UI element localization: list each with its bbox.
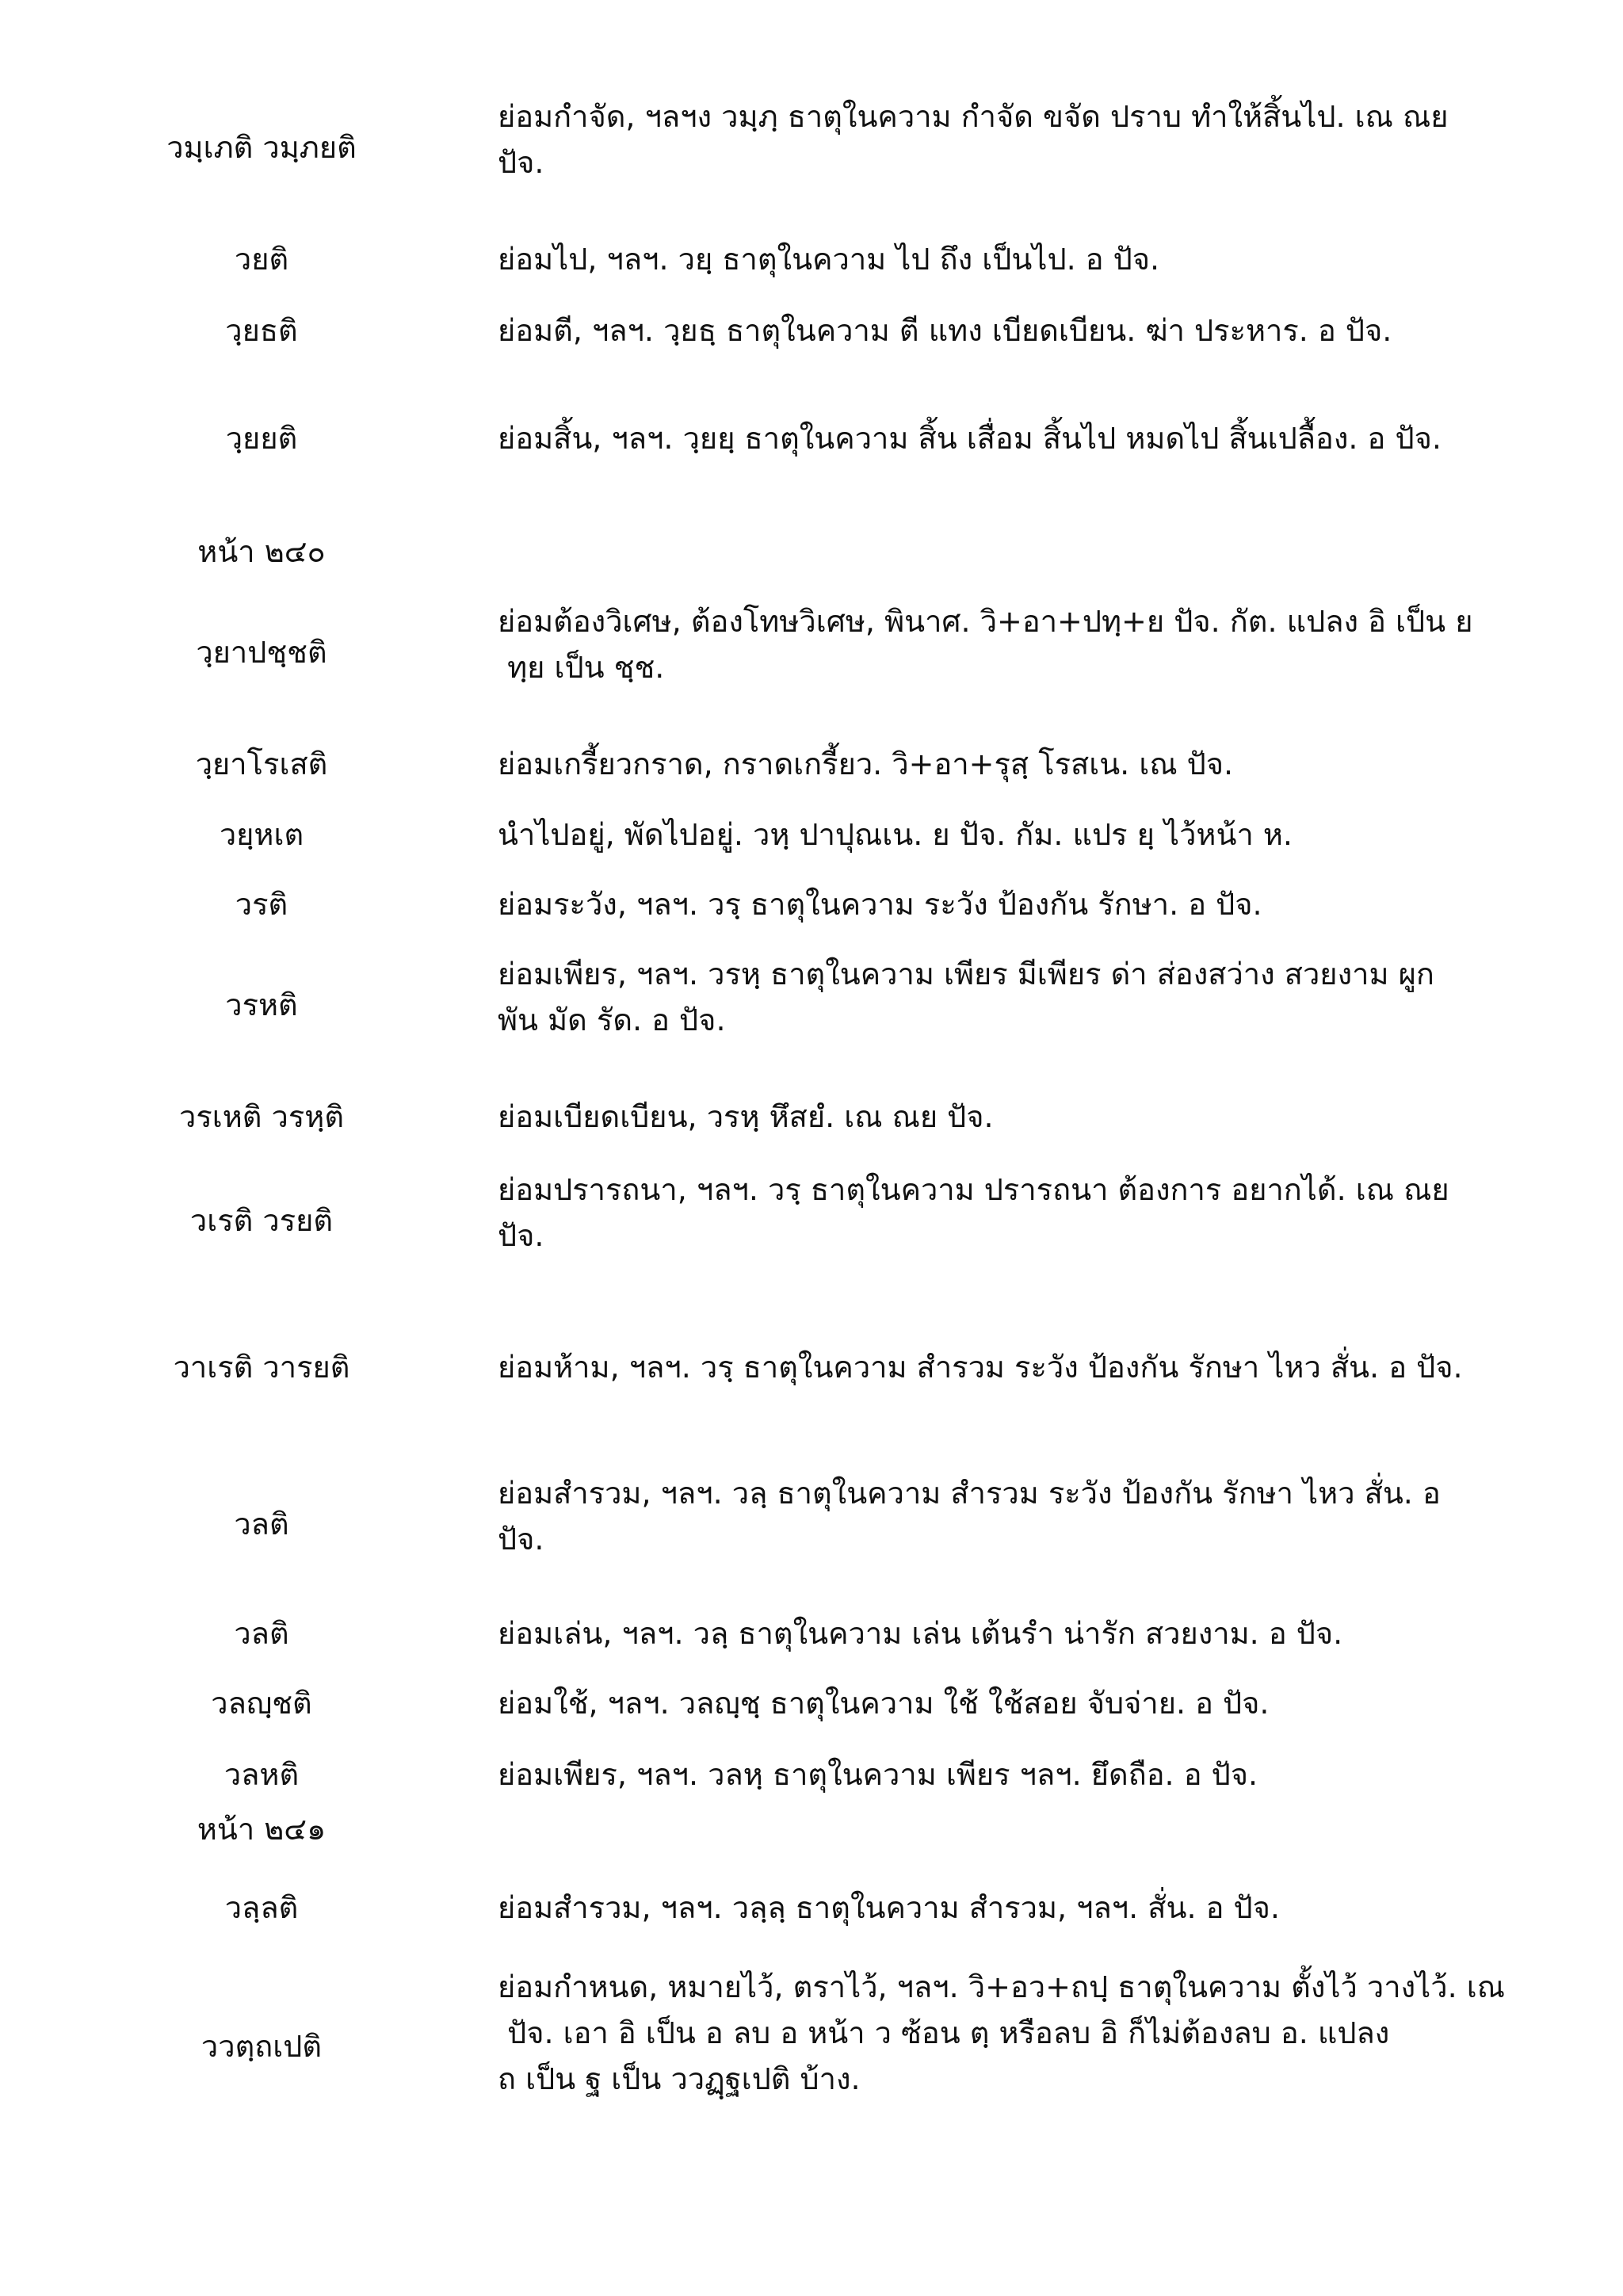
entry-term: วลฺลติ	[224, 1890, 299, 1925]
entry-term: วรติ	[235, 887, 288, 922]
entry-term: วยติ	[234, 242, 289, 277]
entry-term: วฺยาปชฺชติ	[196, 635, 327, 670]
entry-definition: ย่อมใช้, ฯลฯ. วลญฺชฺ ธาตุในความ ใช้ ใช้สอย จับจ่าย. อ ปัจ.	[498, 1686, 1270, 1721]
entry-term: วฺยาโรเสติ	[195, 747, 328, 781]
entry-definition: ย่อมห้าม, ฯลฯ. วรฺ ธาตุในความ สำรวม ระวัง ป้องกัน รักษา ไหว สั่น. อ ปัจ.	[498, 1350, 1463, 1385]
entry-definition: ย่อมกำจัด, ฯลฯง วมฺภฺ ธาตุในความ กำจัด ขจัด ปราบ ทำให้สิ้นไป. เณ ณย ปัจ.	[498, 99, 1449, 180]
entry-definition: ย่อมไป, ฯลฯ. วยฺ ธาตุในความ ไป ถึง เป็นไป. อ ปัจ.	[498, 242, 1160, 277]
entry-definition: ย่อมเพียร, ฯลฯ. วลหฺ ธาตุในความ เพียร ฯลฯ. ยึดถือ. อ ปัจ.	[498, 1757, 1258, 1792]
entry-term: วมฺเภติ วมฺภยติ	[166, 130, 357, 165]
entry-definition: ย่อมเล่น, ฯลฯ. วลฺ ธาตุในความ เล่น เต้นรำ น่ารัก สวยงาม. อ ปัจ.	[498, 1616, 1343, 1651]
entry-term: วฺยธติ	[225, 313, 298, 348]
entry-definition: ย่อมเกรี้ยวกราด, กราดเกรี้ยว. วิ+อา+รุสฺ โรสเน. เณ ปัจ.	[498, 747, 1234, 781]
page-number-heading: หน้า ๒๔๑	[197, 1812, 327, 1847]
entry-term: วาเรติ วารยติ	[173, 1350, 350, 1385]
entry-definition: ย่อมกำหนด, หมายไว้, ตราไว้, ฯลฯ. วิ+อว+ถปฺ ธาตุในความ ตั้งไว้ วางไว้. เณ ปัจ. เอา อิ เป็น อ ลบ อ หน้า ว ซ้อน ตฺ หรือลบ อิ ก็ไม่ต้องลบ อ. แปลง ถ เป็น ฐ เป็น ววฏฺฐเปติ บ้าง.	[498, 1969, 1505, 2096]
entry-definition: นำไปอยู่, พัดไปอยู่. วหฺ ปาปุณเน. ย ปัจ. กัม. แปร ยฺ ไว้หน้า ห.	[498, 817, 1293, 852]
entry-term: วลติ	[234, 1616, 289, 1651]
entry-term: วลญฺชติ	[211, 1686, 312, 1721]
entry-definition: ย่อมต้องวิเศษ, ต้องโทษวิเศษ, พินาศ. วิ+อา+ปทฺ+ย ปัจ. กัต. แปลง อิ เป็น ย ทฺย เป็น ชฺช.	[498, 604, 1473, 685]
entry-term: วฺยยติ	[225, 421, 298, 456]
entry-term: วลติ	[234, 1507, 289, 1541]
entry-definition: ย่อมสำรวม, ฯลฯ. วลฺลฺ ธาตุในความ สำรวม, ฯลฯ. สั่น. อ ปัจ.	[498, 1890, 1280, 1925]
entry-term: วยฺหเต	[219, 817, 304, 852]
entry-term: วลหติ	[223, 1757, 300, 1792]
entry-term: วเรติ วรยติ	[189, 1203, 334, 1238]
entry-definition: ย่อมตี, ฯลฯ. วฺยธฺ ธาตุในความ ตี แทง เบียดเบียน. ฆ่า ประหาร. อ ปัจ.	[498, 313, 1392, 348]
entry-definition: ย่อมสิ้น, ฯลฯ. วฺยยฺ ธาตุในความ สิ้น เสื่อม สิ้นไป หมดไป สิ้นเปลื้อง. อ ปัจ.	[498, 421, 1442, 456]
entry-term: ววตฺถเปติ	[200, 2029, 323, 2064]
entry-definition: ย่อมปรารถนา, ฯลฯ. วรฺ ธาตุในความ ปรารถนา ต้องการ อยากได้. เณ ณย ปัจ.	[498, 1172, 1449, 1253]
page-number-heading: หน้า ๒๔๐	[197, 534, 326, 569]
entry-definition: ย่อมสำรวม, ฯลฯ. วลฺ ธาตุในความ สำรวม ระวัง ป้องกัน รักษา ไหว สั่น. อ ปัจ.	[498, 1476, 1441, 1557]
entry-definition: ย่อมเบียดเบียน, วรหฺ หึสยํ. เณ ณย ปัจ.	[498, 1099, 994, 1134]
entry-definition: ย่อมระวัง, ฯลฯ. วรฺ ธาตุในความ ระวัง ป้องกัน รักษา. อ ปัจ.	[498, 887, 1262, 922]
entry-term: วรเหติ วรหฺติ	[178, 1099, 345, 1134]
entry-definition: ย่อมเพียร, ฯลฯ. วรหฺ ธาตุในความ เพียร มีเพียร ด่า ส่องสว่าง สวยงาม ผูก พัน มัด รัด. อ ปัจ.	[498, 957, 1434, 1037]
entry-term: วรหติ	[225, 988, 298, 1022]
